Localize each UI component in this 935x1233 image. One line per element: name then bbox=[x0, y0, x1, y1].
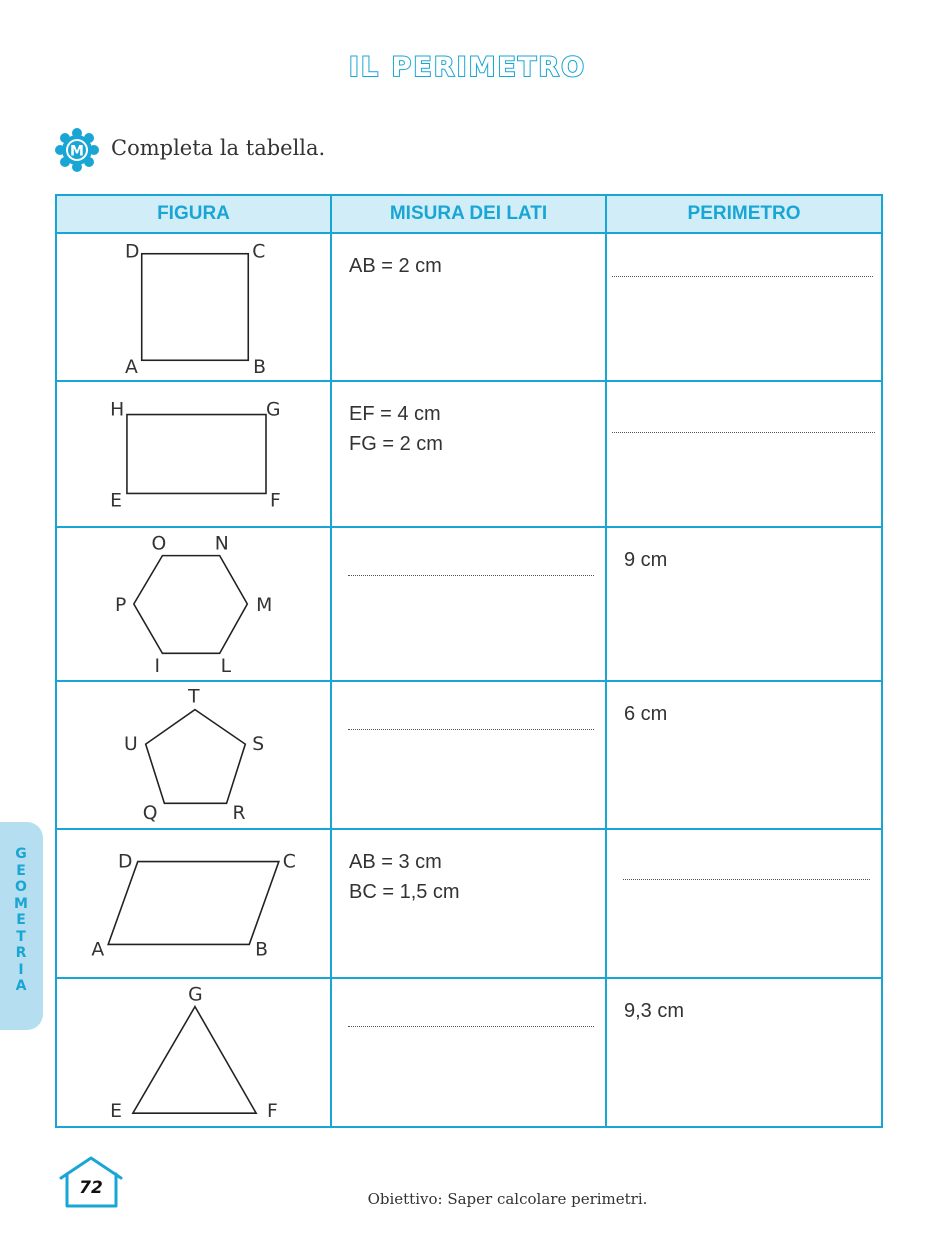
header-perimetro: PERIMETRO bbox=[606, 195, 882, 233]
table-row bbox=[56, 527, 882, 681]
measure-text: EF = 4 cm bbox=[349, 403, 441, 425]
figure-cell bbox=[56, 829, 331, 978]
vertex-label-l: L bbox=[220, 656, 232, 678]
vertex-label-f: F bbox=[269, 490, 281, 512]
math-badge-icon bbox=[54, 127, 100, 173]
measure-text: FG = 2 cm bbox=[349, 433, 443, 455]
vertex-label-o: O bbox=[151, 533, 167, 555]
measures-cell bbox=[331, 381, 606, 527]
vertex-label-g: G bbox=[188, 984, 203, 1006]
measures-cell[interactable] bbox=[331, 681, 606, 829]
perimeter-value: 6 cm bbox=[624, 703, 668, 725]
perimeter-value: 9,3 cm bbox=[624, 1000, 685, 1022]
measures-cell[interactable] bbox=[331, 978, 606, 1127]
badge-letter: M bbox=[70, 143, 84, 160]
answer-line[interactable] bbox=[623, 879, 870, 880]
figure-cell bbox=[56, 381, 331, 527]
header-misura-dei-lati: MISURA DEI LATI bbox=[331, 195, 606, 233]
vertex-label-n: N bbox=[214, 533, 229, 555]
measures-cell bbox=[331, 829, 606, 978]
vertex-label-b: B bbox=[255, 939, 269, 961]
perimeter-value: 9 cm bbox=[624, 549, 668, 571]
perimeter-cell bbox=[606, 978, 882, 1127]
perimeter-table bbox=[55, 194, 883, 1128]
table-row bbox=[56, 829, 882, 978]
measures-cell[interactable] bbox=[331, 527, 606, 681]
page-title: IL PERIMETRO bbox=[348, 52, 587, 83]
measures-cell bbox=[331, 233, 606, 381]
vertex-label-c: C bbox=[252, 241, 266, 263]
parallelogram-figure bbox=[57, 830, 332, 977]
pentagon-figure bbox=[57, 682, 332, 828]
rectangle-figure bbox=[57, 382, 332, 526]
vertex-label-d: D bbox=[124, 241, 140, 263]
vertex-label-g: G bbox=[266, 399, 281, 421]
answer-line[interactable] bbox=[612, 276, 873, 277]
vertex-label-d: D bbox=[118, 851, 133, 873]
vertex-label-r: R bbox=[232, 803, 246, 825]
perimeter-cell[interactable] bbox=[606, 829, 882, 978]
side-tab-geometria bbox=[0, 822, 43, 1030]
vertex-label-a: A bbox=[124, 357, 138, 379]
table-header-row bbox=[56, 195, 882, 233]
vertex-label-h: H bbox=[110, 399, 125, 421]
table-row bbox=[56, 233, 882, 381]
measure-text: BC = 1,5 cm bbox=[349, 881, 460, 903]
perimeter-cell[interactable] bbox=[606, 233, 882, 381]
vertex-label-b: B bbox=[253, 357, 267, 379]
answer-line[interactable] bbox=[612, 432, 875, 433]
table-row bbox=[56, 978, 882, 1127]
answer-line[interactable] bbox=[348, 575, 594, 576]
vertex-label-e: E bbox=[110, 490, 122, 512]
vertex-label-m: M bbox=[256, 594, 273, 616]
vertex-label-a: A bbox=[91, 939, 105, 961]
vertex-label-e: E bbox=[110, 1101, 122, 1123]
answer-line[interactable] bbox=[348, 729, 594, 730]
vertex-label-f: F bbox=[267, 1101, 278, 1123]
perimeter-cell bbox=[606, 527, 882, 681]
square-figure bbox=[57, 234, 332, 380]
vertex-label-c: C bbox=[282, 851, 296, 873]
figure-cell bbox=[56, 978, 331, 1127]
measure-text: AB = 3 cm bbox=[349, 851, 442, 873]
table-row bbox=[56, 381, 882, 527]
figure-cell bbox=[56, 681, 331, 829]
page-number: 72 bbox=[79, 1178, 103, 1198]
table-row bbox=[56, 681, 882, 829]
vertex-label-i: I bbox=[154, 656, 161, 678]
figure-cell bbox=[56, 527, 331, 681]
footer-objective: Obiettivo: Saper calcolare perimetri. bbox=[367, 1190, 648, 1208]
measure-text: AB = 2 cm bbox=[349, 255, 442, 277]
perimeter-cell bbox=[606, 681, 882, 829]
vertex-label-p: P bbox=[115, 594, 127, 616]
vertex-label-s: S bbox=[252, 734, 265, 756]
perimeter-cell[interactable] bbox=[606, 381, 882, 527]
vertex-label-q: Q bbox=[142, 803, 158, 825]
answer-line[interactable] bbox=[348, 1026, 594, 1027]
vertex-label-u: U bbox=[123, 734, 138, 756]
vertex-label-t: T bbox=[188, 686, 200, 708]
figure-cell bbox=[56, 233, 331, 381]
hexagon-figure bbox=[57, 528, 332, 680]
header-figura: FIGURA bbox=[56, 195, 331, 233]
instruction-text: Completa la tabella. bbox=[111, 136, 326, 160]
side-tab-label: G E O M E T R I A bbox=[14, 846, 28, 994]
triangle-figure bbox=[57, 979, 332, 1126]
